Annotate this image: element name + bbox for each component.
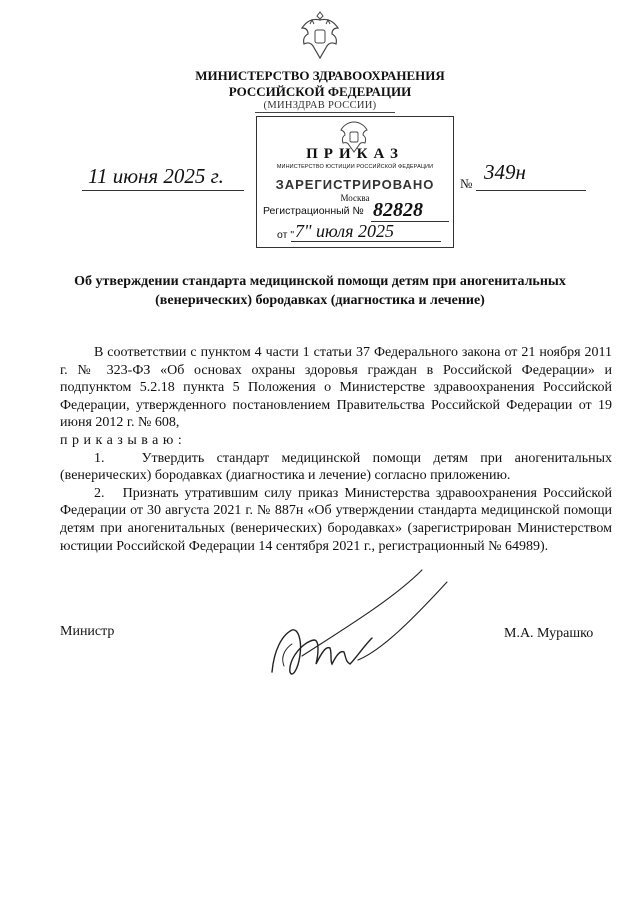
ministry-abbreviation: (МИНЗДРАВ РОССИИ) — [263, 100, 377, 111]
ministry-name-line2: РОССИЙСКОЙ ФЕДЕРАЦИИ — [228, 84, 412, 99]
city-text: Москва — [340, 193, 370, 203]
justice-ministry-text: МИНИСТЕРСТВО ЮСТИЦИИ РОССИЙСКОЙ ФЕДЕРАЦИИ — [276, 164, 434, 170]
state-emblem-icon — [298, 8, 342, 64]
preamble-paragraph: В соответствии с пунктом 4 части 1 статьи 37 Федерального закона от 21 ноября 2011 г. № 323-ФЗ «Об основах охраны здоровья граждан в Российской Федерации» и подпунктом 5.2.18 пункта 5 Положения о Министерстве здравоохранения Российской Федерации, утвержденного постановлением Правительства Российской Федерации от 19 июня 2012 г. № 608, — [60, 345, 612, 431]
order-item-2: 2. Признать утратившим силу приказ Министерства здравоохранения Российской Федерации от 30 августа 2021 г. № 887н «Об утверждении стандарта медицинской помощи детям при аногенитальных (венерических) бородавках» (зарегистрирован Министерством юстиции Российской Федерации 14 сентября 2021 г., регистрационный № 64989). — [60, 485, 612, 554]
signatory-position: Министр — [60, 624, 115, 639]
order-item-1: 1. Утвердить стандарт медицинской помощи детям при аногенитальных (венерических) бородавках (диагностика и лечение) согласно приложению. — [60, 450, 612, 484]
registration-number: 82828 — [373, 199, 423, 221]
order-number-label: № — [460, 176, 473, 191]
registration-date: 7" июля 2025 — [295, 221, 395, 241]
order-date-line — [82, 190, 244, 191]
order-date: 11 июня 2025 г. — [88, 164, 224, 188]
document-body — [60, 344, 612, 555]
signatory-name: М.А. Мурашко — [504, 626, 594, 641]
order-word: ПРИКАЗ — [306, 146, 404, 162]
registration-stamp — [256, 116, 454, 248]
registration-number-label: Регистрационный № — [263, 205, 364, 217]
order-verb: приказываю: — [60, 432, 187, 448]
handwritten-signature-icon — [262, 560, 462, 690]
document-title-line1: Об утверждении стандарта медицинской помощи детям при аногенитальных — [74, 274, 566, 289]
order-number-line — [476, 190, 586, 191]
document-title — [40, 272, 600, 310]
document-title-line2: (венерических) бородавках (диагностика и лечение) — [155, 293, 485, 308]
header-underline — [255, 112, 395, 113]
order-number: 349н — [484, 160, 526, 184]
registration-date-line — [291, 241, 441, 242]
registration-date-label: от " — [277, 229, 295, 241]
ministry-name — [0, 68, 640, 100]
ministry-name-line1: МИНИСТЕРСТВО ЗДРАВООХРАНЕНИЯ — [195, 68, 445, 83]
registered-text: ЗАРЕГИСТРИРОВАНО — [275, 177, 435, 192]
